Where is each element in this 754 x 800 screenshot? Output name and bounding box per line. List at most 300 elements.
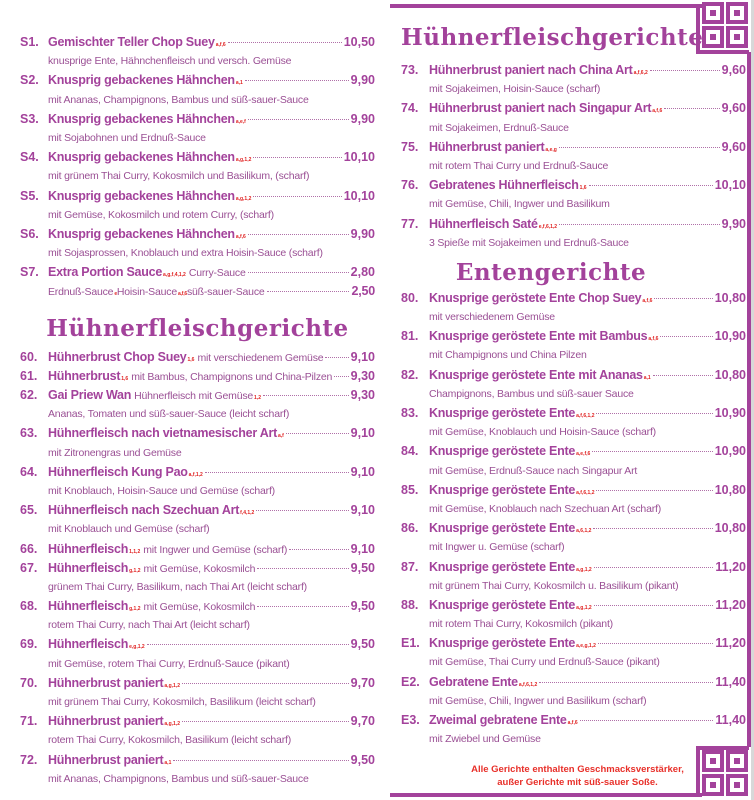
dot-leader	[248, 272, 349, 273]
item-price: 10,80	[714, 367, 746, 382]
menu-item	[20, 110, 375, 148]
menu-item-title-row	[401, 404, 746, 423]
item-price: 11,40	[715, 674, 746, 689]
item-number: S7.	[20, 265, 39, 280]
allergen-codes: a,1	[643, 374, 651, 381]
item-number: 82.	[401, 367, 419, 382]
menu-item	[20, 559, 375, 597]
item-price: 10,10	[343, 150, 375, 165]
item-name: Hühnerfleisch	[48, 637, 129, 652]
item-inline-description: mit Bambus, Champignons und China-Pilzen	[131, 370, 333, 383]
menu-item-title-row	[20, 348, 375, 367]
menu-item-title-row	[20, 187, 375, 206]
dot-leader	[257, 568, 348, 569]
item-price: 9,60	[721, 63, 746, 77]
section-heading-duck: Entengerichte	[455, 258, 647, 286]
menu-item-title-row	[401, 442, 746, 461]
item-price: 9,90	[350, 111, 375, 126]
item-description: mit Knoblauch und Gemüse (scharf)	[48, 523, 210, 536]
item-name: Hühnerfleisch Saté	[429, 216, 538, 231]
item-price: 10,90	[714, 329, 746, 344]
menu-item	[401, 176, 746, 214]
menu-item	[401, 634, 746, 672]
allergen-codes: 1,6	[187, 356, 195, 363]
menu-item	[20, 33, 375, 71]
item-inline-description: mit Ingwer und Gemüse (scharf)	[143, 543, 288, 556]
item-number: E2.	[401, 674, 420, 689]
item-description: mit Ananas, Champignons, Bambus und süß-sauer-Sauce	[48, 93, 309, 106]
allergen-codes: a,e,f	[235, 118, 246, 125]
allergen-codes: a,e,g	[545, 146, 557, 153]
menu-item-title-row	[401, 366, 746, 385]
item-number: 87.	[401, 559, 419, 574]
allergen-codes: a,f,6,1,2	[576, 489, 595, 496]
dot-leader	[594, 567, 714, 568]
item-price: 11,40	[715, 713, 746, 727]
item-number: 70.	[20, 675, 38, 690]
item-number: 77.	[401, 216, 419, 231]
menu-item-title-row	[401, 481, 746, 500]
allergen-codes: a,f,6	[215, 42, 226, 48]
item-name: Gebratenes Hühnerfleisch	[429, 178, 579, 193]
allergen-codes: g,1,2	[129, 606, 141, 613]
item-number: 76.	[401, 178, 419, 193]
item-number: S4.	[20, 150, 39, 165]
allergen-codes: a,e,g,1,2	[576, 643, 596, 650]
item-name: Hühnerfleisch nach vietnamesischer Art	[48, 426, 278, 441]
note-line-2: außer Gerichte mit süß-sauer Soße.	[497, 777, 658, 788]
item-number: 61.	[20, 368, 38, 383]
item-price: 9,70	[350, 714, 375, 729]
item-price: 9,50	[350, 752, 375, 767]
sauce-name: Hoisin-Sauce	[116, 286, 177, 299]
item-name: Hühnerbrust paniert	[48, 675, 164, 690]
dot-leader	[286, 433, 349, 434]
item-description: grünem Thai Curry, Basilikum, nach Thai Art (leicht scharf)	[48, 580, 307, 593]
menu-item	[401, 558, 746, 596]
dot-leader	[253, 157, 341, 158]
item-number: 73.	[401, 63, 419, 77]
dot-leader	[256, 510, 348, 511]
menu-item-title-row	[20, 674, 375, 693]
dot-leader	[267, 291, 350, 292]
menu-item-title-row	[401, 327, 746, 346]
menu-item-title-row	[20, 751, 375, 770]
item-price: 9,60	[721, 101, 746, 116]
menu-item-title-row	[20, 559, 375, 578]
menu-item	[401, 711, 746, 749]
menu-item-title-row	[401, 61, 746, 80]
allergen-codes: a,f,6	[642, 297, 653, 304]
item-price: 9,50	[350, 599, 375, 614]
chinese-knot-ornament-top	[696, 0, 754, 56]
dot-leader	[589, 185, 713, 186]
duck-list	[401, 289, 746, 750]
item-name: Knusprige geröstete Ente mit Bambus	[429, 329, 648, 344]
allergen-codes: a,f,6,2	[633, 70, 648, 76]
menu-item	[20, 597, 375, 635]
allergen-codes: e,g,1,2	[129, 644, 145, 651]
allergen-codes: a,f,6,1,2	[518, 681, 538, 688]
item-description: mit rotem Thai Curry, Kokosmilch (pikant)	[429, 618, 613, 631]
allergen-codes: a,g,1,2	[576, 604, 592, 611]
item-description: mit Knoblauch, Hoisin-Sauce und Gemüse (scharf)	[48, 484, 275, 497]
item-price: 10,80	[714, 482, 746, 497]
dot-leader	[559, 224, 720, 225]
item-price: 9,90	[350, 226, 375, 241]
item-name: Knusprig gebackenes Hähnchen	[48, 73, 235, 88]
item-description: mit Ingwer u. Gemüse (scharf)	[429, 541, 565, 554]
item-price: 10,90	[714, 444, 746, 459]
allergen-codes: a,6,1,2	[576, 528, 592, 535]
item-name: Hühnerbrust paniert	[48, 752, 164, 767]
item-number: S2.	[20, 73, 39, 88]
item-name: Extra Portion Sauce	[48, 265, 163, 280]
dot-leader	[182, 721, 349, 722]
menu-item-title-row	[401, 99, 746, 118]
item-name: Knusprig gebackenes Hähnchen	[48, 226, 235, 241]
dot-leader	[289, 549, 348, 550]
item-number: 66.	[20, 541, 38, 556]
item-price: 9,10	[350, 426, 375, 441]
allergen-codes: a,g,1,2	[164, 682, 180, 689]
item-name: Gai Priew Wan	[48, 388, 132, 402]
item-description: mit Gemüse, Chili, Ingwer und Basilikum	[429, 198, 610, 211]
specials-list	[20, 33, 375, 302]
item-number: 86.	[401, 521, 419, 536]
item-inline-description: Hühnerfleisch mit Gemüse	[134, 390, 254, 402]
allergen-codes: a,g,1,2	[576, 566, 592, 573]
item-description: mit Gemüse, Erdnuß-Sauce nach Singapur Art	[429, 464, 638, 477]
allergen-codes: a,1	[164, 759, 172, 766]
item-description: mit Gemüse, Knoblauch und Hoisin-Sauce (scharf)	[429, 426, 656, 439]
allergen-codes: a,g,1,2	[164, 721, 180, 728]
dot-leader	[182, 683, 349, 684]
menu-item-title-row	[401, 176, 746, 195]
item-description: mit Gemüse, rotem Thai Curry, Erdnuß-Sauce (pikant)	[48, 657, 290, 670]
item-number: 68.	[20, 599, 38, 614]
item-name: Hühnerfleisch	[48, 599, 129, 614]
menu-item	[401, 215, 746, 253]
item-description: mit Gemüse, Thai Curry und Erdnuß-Sauce (pikant)	[429, 656, 660, 669]
item-name: Hühnerbrust paniert nach Singapur Art	[429, 101, 652, 116]
item-price: 2,50	[351, 284, 375, 299]
item-name: Gemischter Teller Chop Suey	[48, 35, 215, 49]
allergen-codes: a,g,f,4,1,2	[163, 272, 186, 279]
item-inline-description: mit Gemüse, Kokosmilch	[143, 601, 256, 614]
section-heading-chicken-2: Hühnerfleischgerichte	[401, 24, 704, 51]
menu-item	[401, 404, 746, 442]
item-name: Knusprig gebackenes Hähnchen	[48, 111, 235, 126]
dot-leader	[596, 413, 712, 414]
dot-leader	[173, 760, 348, 761]
item-name: Hühnerbrust paniert	[48, 714, 164, 729]
item-number: S3.	[20, 111, 39, 126]
item-description: rotem Thai Curry, nach Thai Art (leicht scharf)	[48, 619, 250, 632]
item-description: mit Zitronengras und Gemüse	[48, 446, 182, 459]
item-number: 65.	[20, 503, 38, 518]
item-name: Hühnerfleisch	[48, 560, 129, 575]
dot-leader	[596, 490, 712, 491]
menu-item	[401, 61, 746, 99]
item-description: Ananas, Tomaten und süß-sauer-Sauce (leicht scharf)	[48, 408, 290, 421]
menu-item	[401, 99, 746, 137]
dot-leader	[263, 395, 349, 396]
allergen-codes: g,1,2	[129, 567, 141, 574]
item-number: 64.	[20, 464, 38, 479]
menu-item-title-row	[20, 424, 375, 443]
item-number: 62.	[20, 388, 38, 402]
dot-leader	[257, 606, 348, 607]
menu-item-title-row	[20, 597, 375, 616]
menu-item-title-row	[20, 540, 375, 559]
item-number: 75.	[401, 139, 419, 154]
dot-leader	[660, 336, 712, 337]
menu-item-title-row	[401, 596, 746, 615]
menu-item	[20, 367, 375, 386]
allergen-codes: a,f,6	[648, 336, 659, 343]
menu-item	[20, 674, 375, 712]
item-price: 11,20	[715, 636, 746, 651]
chicken-list-2	[401, 61, 746, 253]
menu-item	[401, 442, 746, 480]
item-description: rotem Thai Curry, Kokosmilch, Basilikum (leicht scharf)	[48, 734, 292, 747]
flavor-enhancer-note	[405, 763, 750, 789]
item-name: Hühnerbrust paniert nach China Art	[429, 63, 633, 77]
menu-item	[20, 424, 375, 462]
item-number: 80.	[401, 290, 419, 305]
dot-leader	[539, 682, 713, 683]
item-number: 60.	[20, 349, 38, 364]
item-name: Hühnerbrust paniert	[429, 139, 545, 154]
item-name: Knusprige geröstete Ente	[429, 406, 576, 420]
item-name: Knusprig gebackenes Hähnchen	[48, 188, 235, 203]
item-name: Zweimal gebratene Ente	[429, 713, 567, 727]
item-number: S5.	[20, 188, 39, 203]
menu-item-title-row	[20, 148, 375, 167]
menu-item	[20, 751, 375, 789]
allergen-codes: e,f,6,1,2	[538, 223, 558, 230]
menu-item	[20, 187, 375, 225]
item-name: Knusprige geröstete Ente	[429, 521, 576, 536]
dot-leader	[245, 80, 349, 81]
item-price: 9,10	[350, 349, 375, 364]
item-description: knusprige Ente, Hähnchenfleisch und versch. Gemüse	[48, 55, 292, 68]
allergen-codes: a,g,1,2	[235, 157, 252, 164]
allergen-codes: a,f	[278, 433, 284, 440]
item-number: E3.	[401, 713, 420, 727]
item-inline-description: mit verschiedenem Gemüse	[197, 351, 324, 364]
item-number: 88.	[401, 597, 419, 612]
item-number: 83.	[401, 406, 419, 420]
item-price: 9,10	[350, 464, 375, 479]
item-price: 10,80	[714, 290, 746, 305]
item-name: Hühnerfleisch	[48, 541, 129, 556]
menu-item-title-row	[20, 367, 375, 386]
menu-item	[20, 540, 375, 559]
allergen-codes: a,1	[235, 80, 243, 87]
allergen-codes: a,f,6	[652, 108, 663, 115]
item-price: 11,20	[715, 597, 746, 612]
dot-leader	[325, 357, 348, 358]
dot-leader	[594, 605, 714, 606]
item-description: mit Ananas, Champignons, Bambus und süß-sauer-Sauce	[48, 772, 309, 785]
allergen-codes: a,f,6	[177, 291, 187, 298]
allergen-codes: a,e,f,6	[576, 451, 591, 458]
item-number: 81.	[401, 329, 419, 344]
menu-item	[401, 138, 746, 176]
item-name: Hühnerbrust Chop Suey	[48, 349, 187, 364]
item-description: 3 Spieße mit Sojakeimen und Erdnuß-Sauce	[429, 236, 629, 249]
menu-item	[20, 225, 375, 263]
item-number: 71.	[20, 714, 38, 729]
item-price: 10,90	[714, 406, 746, 420]
menu-item-title-row	[401, 138, 746, 157]
dot-leader	[654, 298, 712, 299]
dot-leader	[580, 720, 714, 721]
item-price: 9,10	[350, 503, 375, 518]
menu-item	[401, 289, 746, 327]
item-name: Knusprige geröstete Ente	[429, 482, 576, 497]
menu-item-title-row	[401, 634, 746, 653]
item-price: 9,50	[350, 637, 375, 652]
menu-item-title-row	[20, 463, 375, 482]
item-description: mit grünem Thai Curry, Kokosmilch, Basilikum (leicht scharf)	[48, 696, 316, 708]
item-number: 84.	[401, 444, 419, 459]
item-number: S1.	[20, 35, 39, 49]
item-description: mit Sojabohnen und Erdnuß-Sauce	[48, 131, 206, 144]
item-description: mit Champignons und China Pilzen	[429, 349, 587, 362]
dot-leader	[205, 472, 349, 473]
item-name: Knusprige geröstete Ente mit Ananas	[429, 367, 643, 382]
item-description: mit Sojasprossen, Knoblauch und extra Hoisin-Sauce (scharf)	[48, 247, 323, 260]
item-price: 9,30	[350, 388, 375, 402]
menu-item	[401, 481, 746, 519]
item-name: Knusprige geröstete Ente	[429, 559, 576, 574]
item-price: 10,80	[714, 521, 746, 536]
item-number: 69.	[20, 637, 38, 652]
menu-item-title-row	[401, 558, 746, 577]
item-number: S6.	[20, 226, 39, 241]
dot-leader	[664, 108, 719, 109]
menu-item-title-row	[401, 519, 746, 538]
item-price: 11,20	[715, 559, 746, 574]
menu-item-title-row	[20, 501, 375, 520]
item-sub-row	[20, 282, 375, 301]
item-price: 9,60	[721, 139, 746, 154]
menu-item-title-row	[20, 386, 375, 405]
item-description: mit Gemüse, Knoblauch nach Szechuan Art (scharf)	[429, 502, 662, 515]
menu-item	[20, 463, 375, 501]
item-name: Hühnerfleisch nach Szechuan Art	[48, 503, 240, 518]
menu-item	[20, 348, 375, 367]
item-price: 9,90	[721, 216, 746, 231]
item-price: 10,10	[714, 178, 746, 193]
dot-leader	[593, 528, 712, 529]
item-price: 2,80	[350, 265, 375, 280]
menu-item-title-row	[20, 263, 375, 282]
allergen-codes: e	[114, 291, 117, 298]
dot-leader	[248, 234, 349, 235]
item-inline-description: mit Gemüse, Kokosmilch	[143, 562, 256, 575]
item-description: mit Gemüse, Kokosmilch und rotem Curry, (scharf)	[48, 208, 274, 221]
allergen-codes: 1,6	[579, 185, 587, 192]
item-name: Knusprige geröstete Ente Chop Suey	[429, 290, 642, 305]
allergen-codes: 1,6	[121, 375, 129, 382]
sauce-name: Erdnuß-Sauce	[48, 286, 114, 299]
item-price: 9,50	[350, 560, 375, 575]
item-price: 10,50	[343, 35, 375, 49]
menu-item	[20, 635, 375, 673]
menu-item	[401, 327, 746, 365]
menu-item	[20, 71, 375, 109]
menu-item	[401, 596, 746, 634]
dot-leader	[650, 70, 720, 71]
menu-item-title-row	[20, 33, 375, 52]
item-number: E1.	[401, 636, 420, 651]
item-name: Gebratene Ente	[429, 674, 518, 689]
dot-leader	[653, 375, 713, 376]
dot-leader	[248, 119, 349, 120]
item-description: mit Zwiebel und Gemüse	[429, 733, 541, 746]
item-inline-description: Curry-Sauce	[188, 267, 246, 280]
item-price: 9,30	[350, 368, 375, 383]
menu-item-title-row	[401, 711, 746, 730]
item-name: Hühnerbrust	[48, 368, 121, 383]
item-description: mit grünem Thai Curry, Kokosmilch und Basilikum, (scharf)	[48, 170, 310, 183]
item-description: mit grünem Thai Curry, Kokosmilch u. Basilikum (pikant)	[429, 579, 679, 592]
sauce-name: süß-sauer-Sauce	[186, 286, 265, 299]
item-name: Hühnerfleisch Kung Pao	[48, 464, 188, 479]
item-description: mit Sojakeimen, Erdnuß-Sauce	[429, 121, 569, 134]
menu-item-title-row	[20, 110, 375, 129]
dot-leader	[228, 42, 342, 43]
menu-item	[20, 501, 375, 539]
menu-item	[20, 148, 375, 186]
allergen-codes: f,4,1,2	[240, 510, 255, 517]
dot-leader	[598, 643, 714, 644]
item-description: mit verschiedenem Gemüse	[429, 311, 555, 324]
dot-leader	[334, 376, 349, 377]
menu-item-title-row	[20, 635, 375, 654]
allergen-codes: 1,1,2	[129, 548, 141, 555]
item-name: Knusprige geröstete Ente	[429, 597, 576, 612]
frame-border-top	[390, 4, 702, 8]
section-heading-chicken: Hühnerfleischgerichte	[46, 314, 349, 342]
right-column	[401, 24, 746, 749]
dot-leader	[253, 196, 341, 197]
dot-leader	[147, 644, 349, 645]
item-name: Knusprig gebackenes Hähnchen	[48, 150, 235, 165]
item-price: 10,10	[343, 188, 375, 203]
item-description: Champignons, Bambus und süß-sauer Sauce	[429, 387, 634, 400]
item-price: 9,10	[350, 541, 375, 556]
menu-item	[401, 519, 746, 557]
allergen-codes: a,g,1,2	[235, 195, 252, 202]
menu-item	[401, 366, 746, 404]
menu-item-title-row	[20, 712, 375, 731]
item-price: 9,90	[350, 73, 375, 88]
menu-item-title-row	[401, 215, 746, 234]
item-number: 85.	[401, 482, 419, 497]
menu-item	[401, 673, 746, 711]
frame-border-bottom	[390, 793, 702, 797]
dot-leader	[559, 147, 720, 148]
item-price: 9,70	[350, 675, 375, 690]
note-line-1: Alle Gerichte enthalten Geschmacksverstärker,	[471, 764, 684, 775]
item-description: mit rotem Thai Curry und Erdnuß-Sauce	[429, 159, 609, 172]
dot-leader	[592, 451, 712, 452]
